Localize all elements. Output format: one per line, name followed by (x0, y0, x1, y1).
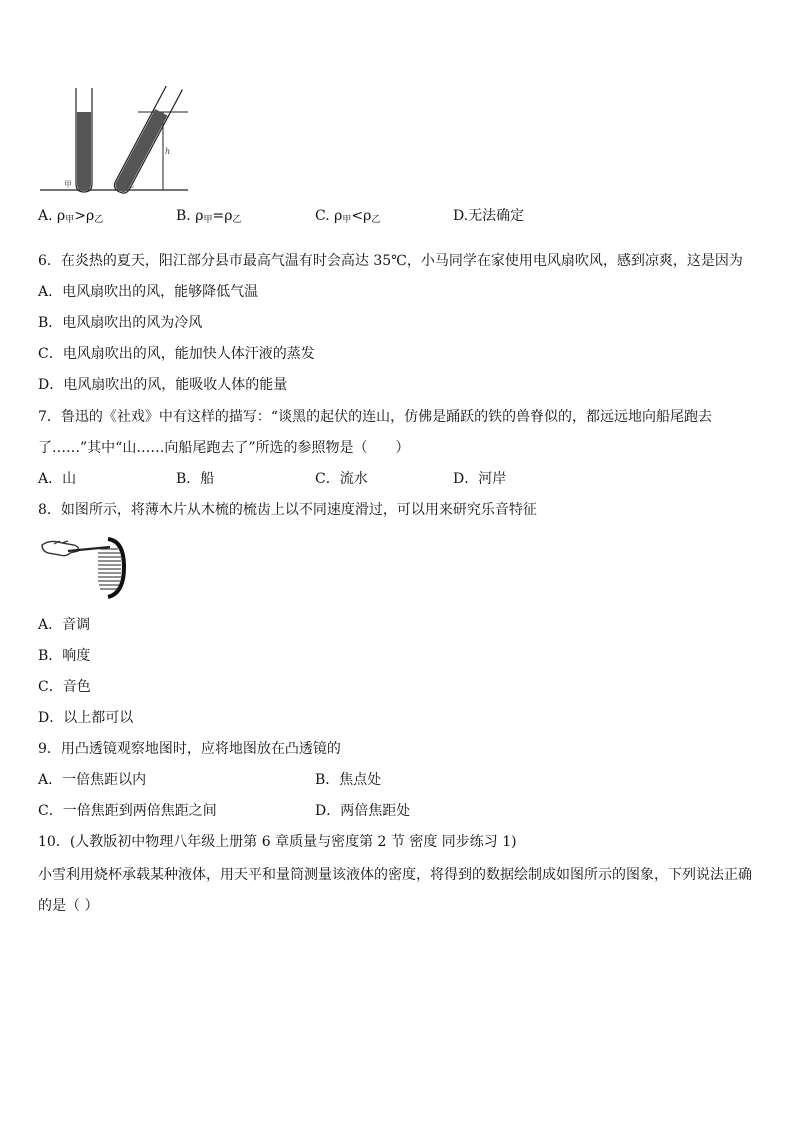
q7-option-b: B．船 (176, 471, 215, 487)
tube-right-liquid (113, 109, 167, 194)
tube-left-liquid (77, 112, 91, 191)
q8-option-c: C．音色 (38, 679, 91, 695)
q8-option-a: A．音调 (38, 617, 91, 633)
q8-comb-figure (40, 535, 126, 603)
q8-option-b: B．响度 (38, 648, 91, 664)
q7-option-c: C．流水 (315, 471, 368, 487)
q9-stem: 9．用凸透镜观察地图时，应将地图放在凸透镜的 (38, 741, 341, 757)
q8-stem: 8．如图所示，将薄木片从木梳的梳齿上以不同速度滑过，可以用来研究乐音特征 (38, 502, 537, 518)
q10-stem-line1: 小雪利用烧杯承载某种液体，用天平和量筒测量该液体的密度，将得到的数据绘制成如图所示的图象，下列说法正确 (38, 867, 752, 883)
q7-stem-line1: 7．鲁迅的《社戏》中有这样的描写：“谈黑的起伏的连山，仿佛是踊跃的铁的兽脊似的，都远远地向船尾跑去 (38, 409, 713, 425)
comb-teeth (98, 549, 121, 589)
q7-stem-line2: 了……”其中“山……向船尾跑去了”所选的参照物是（ ） (38, 440, 410, 456)
q5-option-a: A. $\rho_甲>\rho_乙$ (38, 208, 104, 225)
q6-option-b: B．电风扇吹出的风为冷风 (38, 315, 203, 331)
q5-option-b: B. $\rho_甲=\rho_乙$ (176, 208, 242, 225)
label-yi: 乙 (126, 180, 134, 189)
q10-source: 10．(人教版初中物理八年级上册第 6 章质量与密度第 2 节 密度 同步练习 1) (38, 834, 517, 850)
q10-stem-line2: 的是（ ） (38, 898, 99, 914)
q6-stem: 6．在炎热的夏天，阳江部分县市最高气温有时会高达 35℃，小马同学在家使用电风扇吹风，感到凉爽，这是因为 (38, 253, 743, 269)
q5-option-d: D.无法确定 (453, 208, 525, 224)
q8-option-d: D．以上都可以 (38, 710, 134, 726)
q9-option-c: C．一倍焦距到两倍焦距之间 (38, 803, 217, 819)
q5-tubes-figure (38, 86, 198, 194)
q9-option-a: A．一倍焦距以内 (38, 772, 147, 788)
comb-spine (108, 539, 124, 597)
q7-option-a: A．山 (38, 471, 77, 487)
label-h: h (165, 147, 171, 156)
q7-option-d: D．河岸 (453, 471, 507, 487)
q6-option-c: C．电风扇吹出的风，能加快人体汗液的蒸发 (38, 346, 315, 362)
label-jia: 甲 (64, 180, 72, 189)
hand-shape (42, 541, 79, 555)
q9-option-b: B．焦点处 (315, 772, 382, 788)
q6-option-d: D．电风扇吹出的风，能吸收人体的能量 (38, 377, 288, 393)
q6-option-a: A．电风扇吹出的风，能够降低气温 (38, 284, 259, 300)
q5-option-c: C. $\rho_甲<\rho_乙$ (315, 208, 381, 225)
q9-option-d: D．两倍焦距处 (315, 803, 411, 819)
